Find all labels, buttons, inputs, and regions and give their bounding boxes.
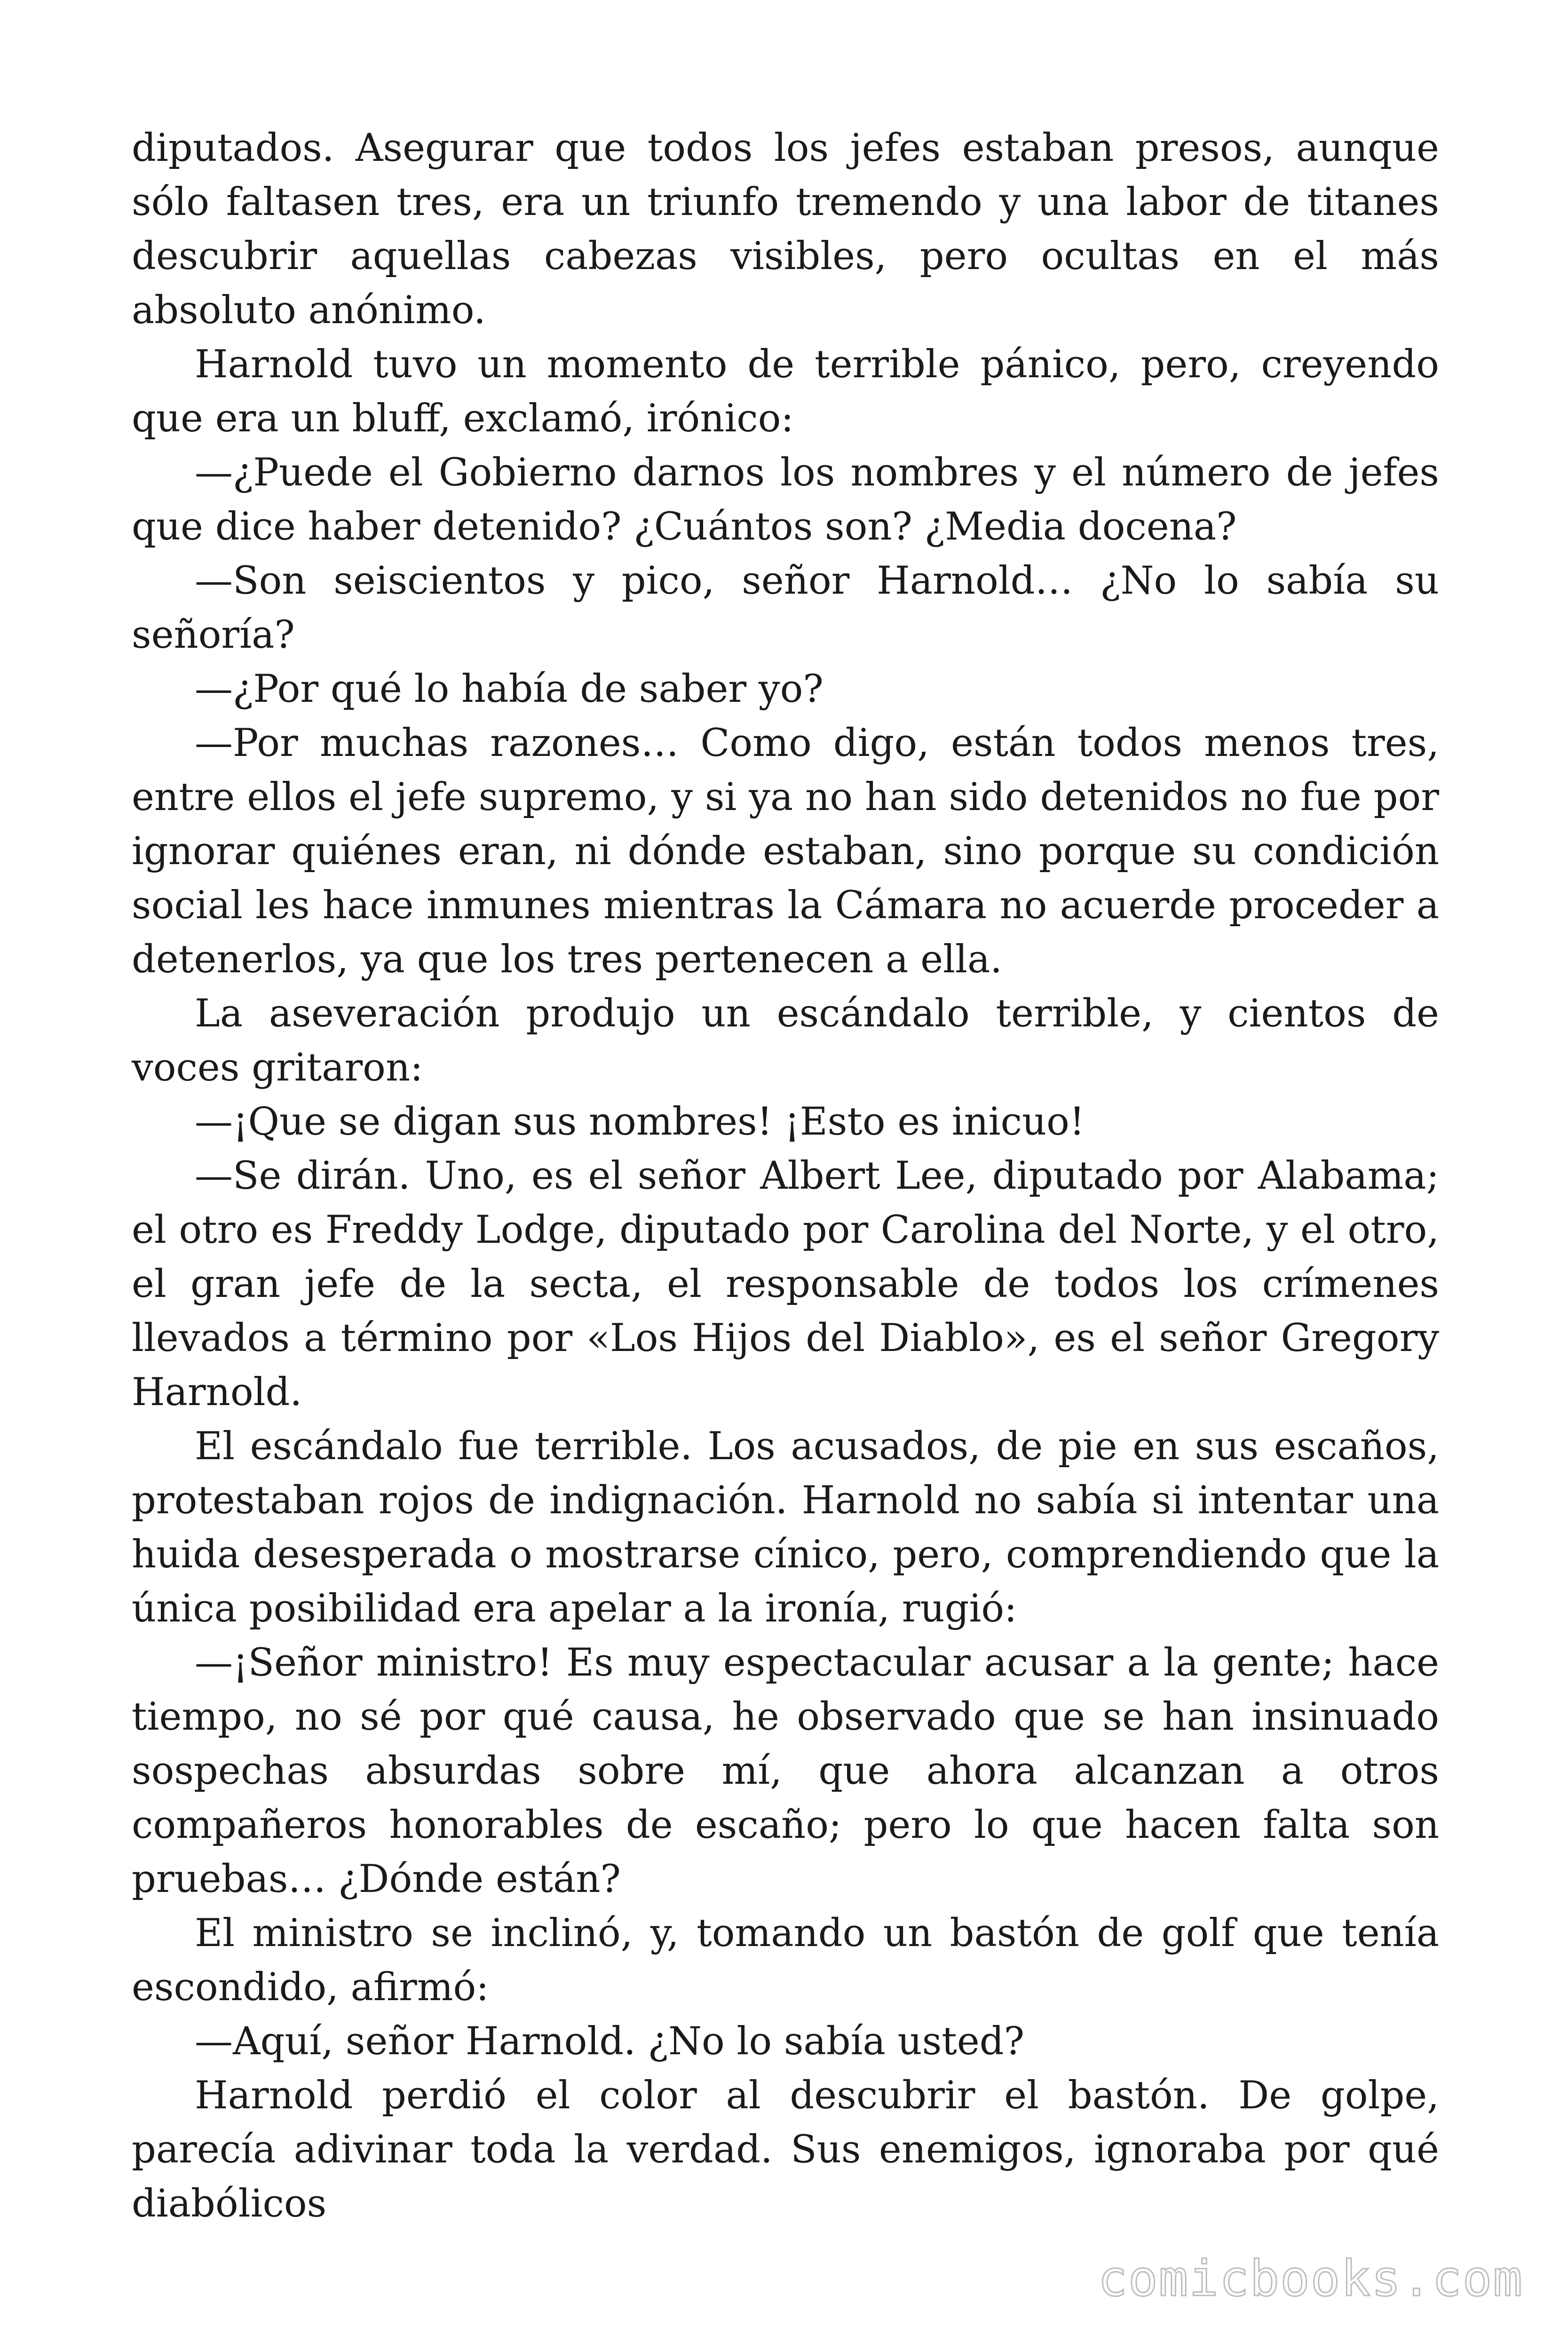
paragraph-4: —Son seiscientos y pico, señor Harnold… ¿No lo sabía su señoría?: [132, 559, 1439, 657]
paragraph-2: Harnold tuvo un momento de terrible pánico, pero, creyendo que era un bluff, exclamó, irónico:: [132, 342, 1439, 441]
page-body: [132, 121, 1439, 2231]
paragraph-11: —¡Señor ministro! Es muy espectacular acusar a la gente; hace tiempo, no sé por qué causa, he observado que se han insinuado sospechas absurdas sobre mí, que ahora alcanzan a otros compañeros honorables de escaño; pero lo que hacen falta son pruebas… ¿Dónde están?: [132, 1641, 1439, 1901]
paragraph-9: —Se dirán. Uno, es el señor Albert Lee, diputado por Alabama; el otro es Freddy Lodge, diputado por Carolina del Norte, y el otro, el gran jefe de la secta, el responsable de todos los crímenes llevados a término por «Los Hijos del Diablo», es el señor Gregory Harnold.: [132, 1154, 1439, 1414]
paragraph-8: —¡Que se digan sus nombres! ¡Esto es inicuo!: [195, 1100, 1085, 1144]
paragraph-14: Harnold perdió el color al descubrir el bastón. De golpe, parecía adivinar toda la verdad. Sus enemigos, ignoraba por qué diabólicos: [132, 2074, 1439, 2226]
paragraph-13: —Aquí, señor Harnold. ¿No lo sabía usted?: [195, 2019, 1025, 2064]
paragraph-5: —¿Por qué lo había de saber yo?: [195, 667, 824, 711]
paragraph-10: El escándalo fue terrible. Los acusados, de pie en sus escaños, protestaban rojos de indignación. Harnold no sabía si intentar una huida desesperada o mostrarse cínico, pero, comprendiendo que la única posibilidad era apelar a la ironía, rugió:: [132, 1424, 1439, 1631]
paragraph-3: —¿Puede el Gobierno darnos los nombres y el número de jefes que dice haber detenido? ¿Cuántos son? ¿Media docena?: [132, 451, 1439, 549]
paragraph-7: La aseveración produjo un escándalo terrible, y cientos de voces gritaron:: [132, 992, 1439, 1090]
paragraph-12: El ministro se inclinó, y, tomando un bastón de golf que tenía escondido, afirmó:: [132, 1911, 1439, 2010]
paragraph-1: diputados. Asegurar que todos los jefes estaban presos, aunque sólo faltasen tres, era un triunfo tremendo y una labor de titanes descubrir aquellas cabezas visibles, pero ocultas en el más absoluto anónimo.: [132, 126, 1439, 333]
watermark: comicbooks.com: [1098, 2250, 1523, 2307]
paragraph-6: —Por muchas razones… Como digo, están todos menos tres, entre ellos el jefe supremo, y si ya no han sido detenidos no fue por ignorar quiénes eran, ni dónde estaban, sino porque su condición social les hace inmunes mientras la Cámara no acuerde proceder a detenerlos, ya que los tres pertenecen a ella.: [132, 721, 1439, 982]
